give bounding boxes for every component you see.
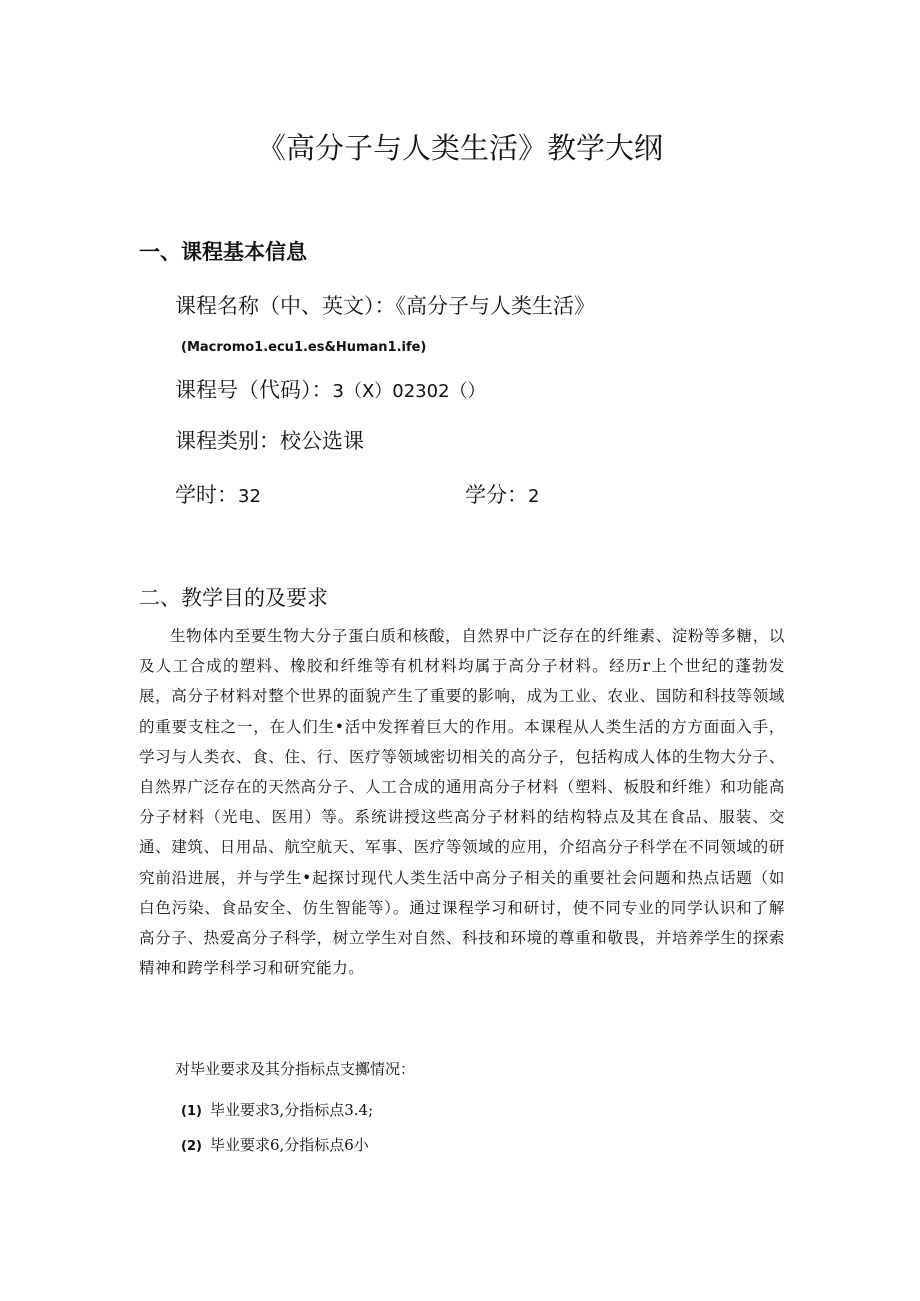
list-item-number: (2) bbox=[181, 1139, 202, 1154]
course-code-row bbox=[175, 374, 486, 404]
course-name-value: 《高分子与人类生活》 bbox=[395, 294, 595, 318]
list-item-number: (1) bbox=[181, 1104, 202, 1119]
list-item bbox=[181, 1099, 373, 1120]
document-title: 《高分子与人类生活》教学大纲 bbox=[256, 131, 663, 165]
section-heading-basic-info: 一、课程基本信息 bbox=[139, 240, 307, 264]
course-type-row bbox=[175, 425, 364, 455]
hours-label: 学时： bbox=[175, 483, 238, 507]
course-name-label: 课程名称（中、英文）： bbox=[175, 294, 396, 318]
list-item-text: 毕业要求3,分指标点3.4; bbox=[209, 1101, 374, 1119]
hours-row bbox=[175, 479, 261, 509]
section-heading-objectives: 二、教学目的及要求 bbox=[139, 586, 328, 610]
list-item bbox=[181, 1134, 369, 1155]
course-code-value: 3（X）02302（） bbox=[332, 381, 486, 402]
course-type-label: 课程类别： bbox=[175, 429, 280, 453]
list-item-text: 毕业要求6,分指标点6小 bbox=[209, 1136, 369, 1154]
credits-row bbox=[465, 479, 539, 509]
credits-label: 学分： bbox=[465, 483, 528, 507]
course-name-row bbox=[175, 290, 595, 320]
hours-value: 32 bbox=[238, 486, 261, 507]
objectives-paragraph: 生物体内至要生物大分子蛋白质和核酸，自然界中广泛存在的纤维素、淀粉等多糖，以及人工合成的塑料、橡胶和纤维等有机材料均属于高分子材料。经历r上个世纪的蓬勃发展，高分子材料对整个世界的面貌产生了重要的影响，成为工业、农业、国防和科技等领域的重要支柱之一，在人们生•活中发挥着巨大的作用。本课程从人类生活的方方面面入手，学习与人类衣、食、住、行、医疗等领域密切相关的高分子，包括构成人体的生物大分子、自然界广泛存在的天然高分子、人工合成的通用高分子材料（塑料、板股和纤维）和功能高分子材料（光电、医用）等。系统讲授这些高分子材料的结构特点及其在食品、服装、交通、建筑、日用品、航空航天、军事、医疗等领域的应用，介绍高分子科学在不同领域的研究前沿进展，并与学生•起探讨现代人类生活中高分子相关的重要社会问题和热点话题（如白色污染、食品安全、仿生智能等）。通过课程学习和研讨，使不同专业的同学认识和了解高分子、热爱高分子科学，树立学生对自然、科技和环境的尊重和敬畏，并培养学生的探索精神和跨学科学习和研究能力。 bbox=[139, 627, 785, 978]
course-code-label: 课程号（代码）： bbox=[175, 378, 333, 402]
course-name-english: (Macromo1.ecu1.es&Human1.ife) bbox=[181, 340, 427, 355]
support-intro: 对毕业要求及其分指标点支擲情况： bbox=[175, 1060, 416, 1078]
credits-value: 2 bbox=[528, 486, 540, 507]
course-type-value: 校公选课 bbox=[280, 429, 364, 453]
